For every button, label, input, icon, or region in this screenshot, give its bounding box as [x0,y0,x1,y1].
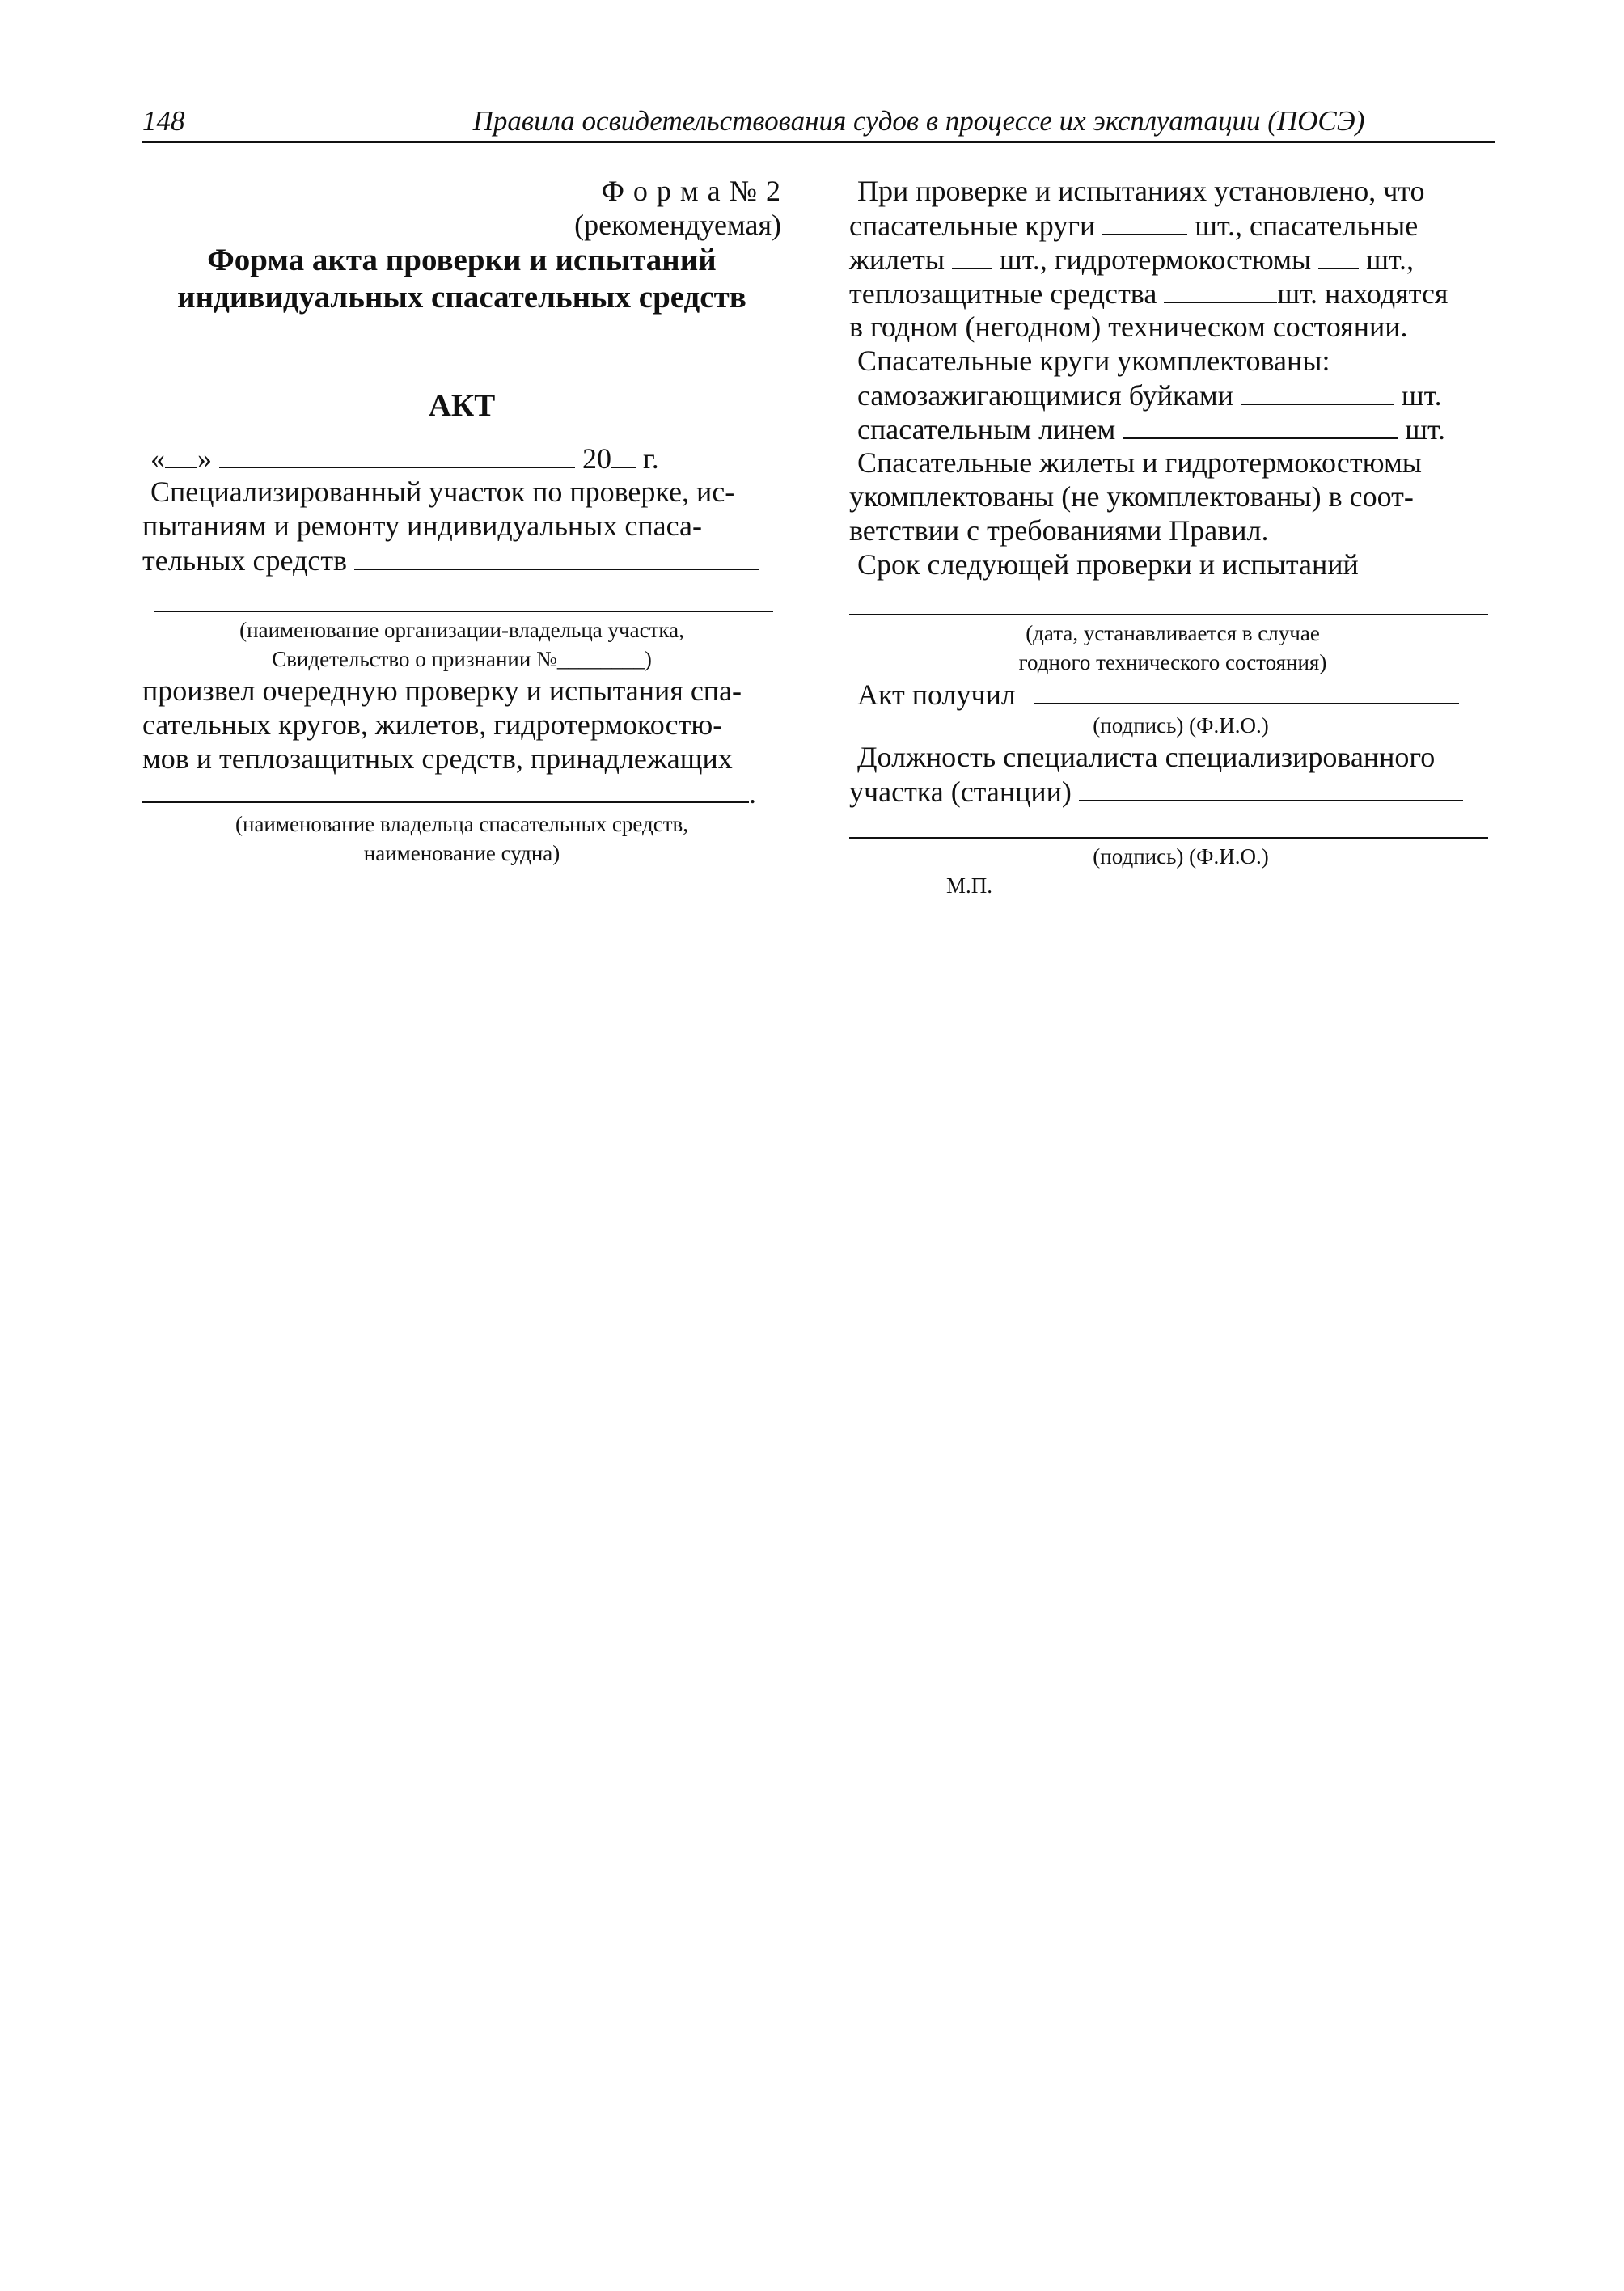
specialist-signature-line[interactable] [849,809,1488,839]
position-line1: Должность специалиста специализированного [857,741,1436,773]
owner-blank[interactable] [142,776,749,803]
form-label: Ф о р м а № 2 [601,175,781,207]
next-date-line[interactable] [849,586,1488,615]
paragraph2-line3: мов и теплозащитных средств, принадлежащих [142,742,733,775]
thermal-unit: шт. находятся [1277,277,1448,310]
note-date-line1: (дата, устанавливается в случае [1026,621,1320,645]
lights-unit: шт. [1401,379,1442,412]
right-line11: ветствии с требованиями Правил. [849,514,1269,547]
right-line5: в годном (негодном) техническом состоянии. [849,311,1408,343]
date-line [142,441,781,475]
paragraph2-line2: сательных кругов, жилетов, гидротермокостю- [142,708,723,741]
note-organization-line1: (наименование организации-владельца участка, [239,618,684,642]
left-column [142,174,781,868]
paragraph1-line3 [142,543,781,577]
date-close-quote: » [197,442,212,475]
right-line12: Срок следующей проверки и испытаний [857,548,1359,581]
paragraph1-line1: Специализированный участок по проверке, ис- [150,476,735,508]
organization-line[interactable] [154,583,773,612]
suits-unit: шт., [1366,243,1414,276]
lights-count-blank[interactable] [1241,378,1394,405]
right-line2 [849,208,1496,242]
right-line9: Спасательные жилеты и гидротермокостюмы [857,446,1422,479]
right-line1: При проверке и испытаниях установлено, что [857,175,1425,207]
note-organization-line2: Свидетельство о признании №________) [272,647,652,671]
lines-label: спасательным линем [857,413,1116,446]
day-blank[interactable] [165,441,197,468]
organization-blank[interactable] [354,543,759,570]
year-suffix: г. [643,442,659,475]
note-owner-line2: наименование судна) [363,841,560,865]
buoys-count-blank[interactable] [1102,208,1187,235]
suits-count-blank[interactable] [1318,242,1359,269]
note-date-line2: годного технического состояния) [1018,650,1327,674]
form-title-line2: индивидуальных спасательных средств [177,280,746,315]
thermal-count-blank[interactable] [1164,276,1277,303]
lines-count-blank[interactable] [1123,412,1398,439]
position-label: участка (станции) [849,776,1072,808]
stamp-label: М.П. [946,873,993,898]
running-title: Правила освидетельствования судов в процессе их эксплуатации (ПОСЭ) [472,105,1365,137]
year-blank[interactable] [611,441,636,468]
received-label: Акт получил [857,678,1016,711]
thermal-label: теплозащитные средства [849,277,1157,310]
received-signature-note: (подпись) (Ф.И.О.) [1093,713,1269,738]
owner-line [142,776,781,809]
right-line7 [849,378,1496,412]
right-line10: укомплектованы (не укомплектованы) в соот- [849,480,1414,513]
position-blank[interactable] [1079,774,1463,801]
buoys-label: спасательные круги [849,209,1096,242]
received-line [849,677,1496,711]
position-line2 [849,774,1496,808]
note-owner-line1: (наименование владельца спасательных средств, [235,812,688,836]
date-open-quote: « [150,442,165,475]
owner-line-end: . [749,777,756,809]
buoys-unit: шт., спасательные [1195,209,1419,242]
right-line6: Спасательные круги укомплектованы: [857,344,1330,377]
right-column [849,174,1496,900]
lines-unit: шт. [1405,413,1446,446]
month-blank[interactable] [219,441,575,468]
suits-label: шт., гидротермокостюмы [1000,243,1312,276]
vests-count-blank[interactable] [952,242,992,269]
received-signature-blank[interactable] [1034,677,1459,704]
specialist-signature-note: (подпись) (Ф.И.О.) [1093,844,1269,869]
right-line8 [849,412,1496,446]
vests-label: жилеты [849,243,945,276]
paragraph2-line1: произвел очередную проверку и испытания спа- [142,674,742,707]
form-title-line1: Форма акта проверки и испытаний [207,243,717,277]
page-number: 148 [142,105,185,137]
right-line4 [849,276,1496,310]
running-header [142,105,1495,143]
act-heading: АКТ [428,388,496,423]
form-status: (рекомендуемая) [574,209,781,241]
right-line3 [849,242,1496,276]
paragraph1-line2: пытаниям и ремонту индивидуальных спаса- [142,509,702,542]
lights-label: самозажигающимися буйками [857,379,1233,412]
year-prefix: 20 [582,442,611,475]
paragraph1-line3-text: тельных средств [142,544,348,577]
